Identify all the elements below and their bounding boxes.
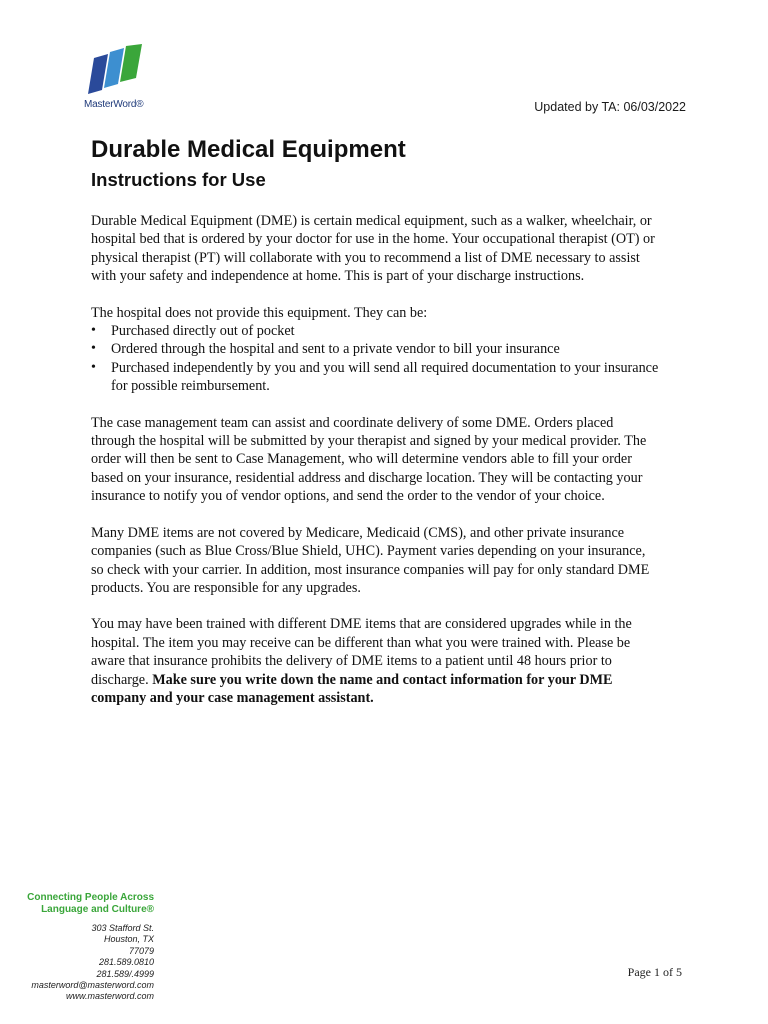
footer-contact — [20, 892, 154, 1003]
tagline-line-2: Language and Culture® — [41, 904, 154, 915]
address-block — [20, 923, 154, 1003]
training-paragraph — [91, 615, 659, 707]
masterword-logo — [84, 44, 148, 110]
list-item: • Purchased independently by you and you will send all required documentation to your insurance for possible reimbursement. — [111, 359, 659, 396]
provide-paragraph: The hospital does not provide this equipment. They can be: — [91, 304, 428, 321]
list-item: • Purchased directly out of pocket — [111, 322, 659, 340]
masterword-logo-icon — [84, 44, 144, 96]
page-title: Durable Medical Equipment — [91, 136, 406, 163]
coverage-paragraph: Many DME items are not covered by Medicare, Medicaid (CMS), and other private insurance companies (such as Blue Cross/Blue Shield, UHC). Payment varies depending on your insurance, so check with your carrier. In addition, most insurance companies will pay for only standard DME products. You are responsible for any upgrades. — [91, 524, 650, 596]
tagline-line-1: Connecting People Across — [27, 892, 154, 903]
phone-number: 281.589.0810 — [98, 957, 154, 968]
document-body — [91, 212, 659, 725]
acquisition-options-list — [91, 322, 659, 396]
training-text: You may have been trained with different DME items that are considered upgrades while in the hospital. The item you may receive can be different than what you were trained with. Please be aware that insurance prohibits the delivery of DME items to a patient until 48 hours prior to discharge. — [91, 616, 632, 688]
address-street: 303 Stafford St. — [91, 923, 154, 933]
page-subtitle: Instructions for Use — [91, 169, 266, 190]
updated-date: Updated by TA: 06/03/2022 — [534, 100, 686, 114]
page-number: Page 1 of 5 — [627, 965, 682, 979]
website: www.masterword.com — [65, 991, 154, 1002]
list-item: • Ordered through the hospital and sent to a private vendor to bill your insurance — [111, 340, 659, 358]
intro-paragraph: Durable Medical Equipment (DME) is certain medical equipment, such as a walker, wheelchair, or hospital bed that is ordered by your doctor for use in the home. Your occupational therapist (OT) or physical therapist (PT) will collaborate with you to recommend a list of DME necessary to assist with your safety and independence at home. This is part of your discharge instructions. — [91, 213, 655, 285]
training-emphasis: Make sure you write down the name and contact information for your DME company and your case management assistant. — [91, 671, 613, 706]
case-management-paragraph: The case management team can assist and coordinate delivery of some DME. Orders placed through the hospital will be submitted by your therapist and signed by your medical provider. The order will then be sent to Case Management, who will determine vendors able to fill your order based on your insurance, residential address and discharge location. They will be contacting your insurance to notify you of vendor options, and send the order to the vendor of your choice. — [91, 414, 647, 505]
address-city: Houston, TX — [103, 934, 154, 945]
email-address: masterword@masterword.com — [31, 980, 154, 991]
fax-number: 281.589/.4999 — [96, 968, 154, 979]
logo-wordmark: MasterWord® — [84, 99, 144, 110]
address-zip: 77079 — [128, 945, 154, 956]
